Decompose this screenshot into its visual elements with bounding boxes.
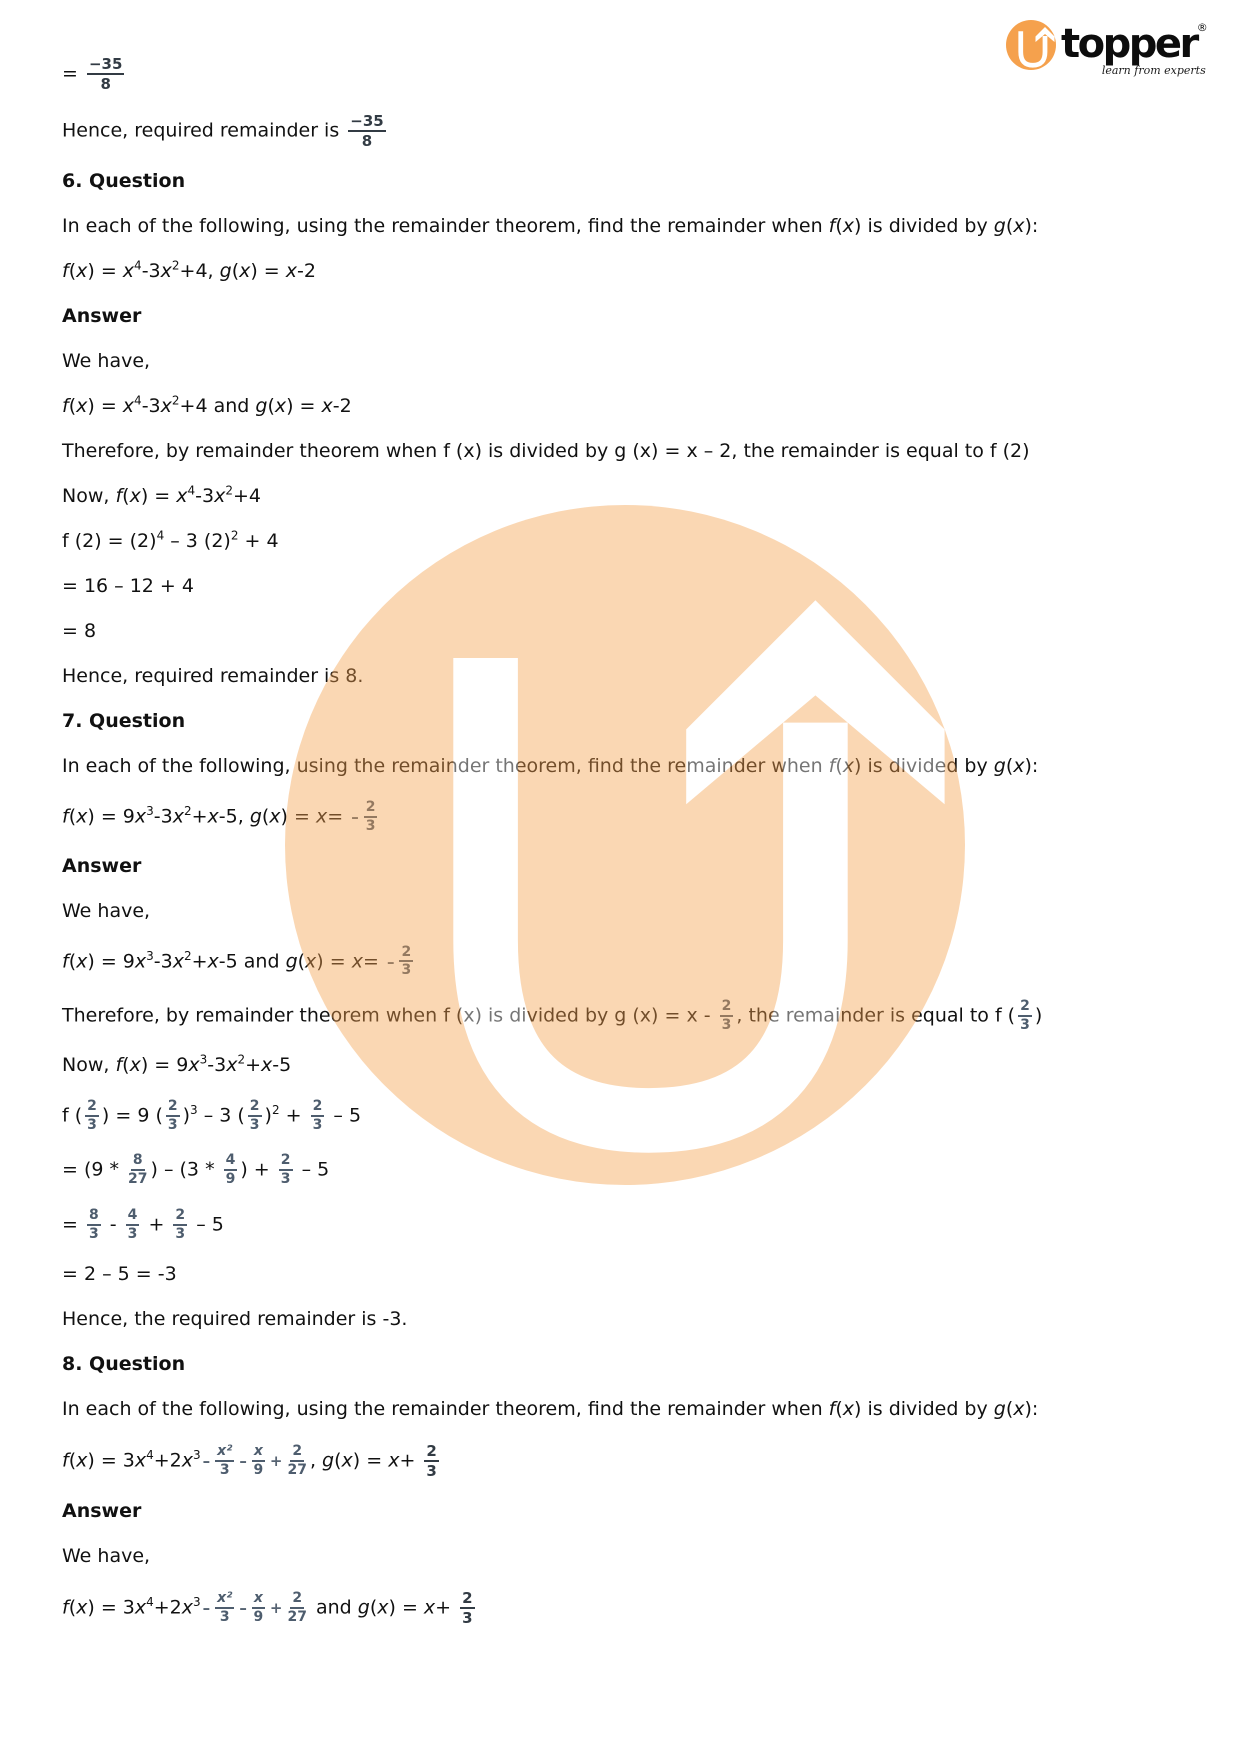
stacked-fraction: $\frac{8}{27}$ <box>128 1152 148 1188</box>
stacked-fraction: $\frac{x}{9}$ <box>253 1589 264 1625</box>
q6-now: Now, $f(x) = x^4-3x^2+4$ <box>62 483 262 507</box>
logo-tagline: learn from experts <box>1101 64 1206 77</box>
stacked-fraction: $\frac{\text{x²}}{3}$ <box>217 1589 233 1625</box>
stacked-fraction: $\frac{2}{3}$ <box>87 1097 97 1133</box>
q6-given: $f(x) = x^4-3x^2+4$ and g(x) = x-2 <box>62 393 352 417</box>
q7-question-text: In each of the following, using the remainder theorem, find the remainder when f(x) is divided by g(x): <box>62 755 1039 777</box>
prev-answer-fraction-line: = $\frac{-35}{8}$ <box>62 55 123 93</box>
stacked-fraction: $\frac{2}{3}$ <box>312 1097 323 1133</box>
q7-step3: = 2 – 5 = -3 <box>62 1262 177 1285</box>
registered-mark: ® <box>1196 21 1208 34</box>
q6-conclusion: Hence, required remainder is 8. <box>62 665 364 687</box>
q6-therefore: Therefore, by remainder theorem when f (x) is divided by g (x) = x – 2, the remainder is equal to f (2) <box>62 440 1030 462</box>
stacked-fraction: $\frac{2}{3}$ <box>401 943 412 979</box>
q7-therefore: Therefore, by remainder theorem when f (x) is divided by g (x) = x - $\frac{2}{3}$ , the remainder is equal to f ( $\frac{2}{3}$ ) <box>62 998 1043 1033</box>
u-arrow-icon <box>1006 20 1056 70</box>
q6-functions: $f(x) = x^4-3x^2+4$, g(x) = x-2 <box>62 258 316 282</box>
q6-answer-heading: Answer <box>62 305 142 327</box>
q7-now: Now, $f(x) = 9x^3-3x^2+x-5$ <box>62 1052 292 1076</box>
stacked-fraction: $\frac{-35}{8}$ <box>88 55 123 93</box>
stacked-fraction: $\frac{2}{3}$ <box>1020 998 1030 1033</box>
q8-heading: 8. Question <box>62 1352 186 1375</box>
q7-answer-heading: Answer <box>62 854 142 877</box>
q8-functions: $f(x) = 3x^4+2x^3$ – $\frac{\text{x²}}{3}$ – $\frac{x}{9}$ + $\frac{2}{27}$ , g(x) = x+ $\frac{2}{3}$ <box>62 1441 437 1480</box>
q8-we-have: We have, <box>62 1544 151 1567</box>
q8-answer-heading: Answer <box>62 1499 142 1522</box>
document-body <box>62 55 1188 1646</box>
stacked-fraction: $\frac{2}{3}$ <box>426 1441 437 1480</box>
stacked-fraction: $\frac{2}{3}$ <box>249 1097 260 1133</box>
q8-given: $f(x) = 3x^4+2x^3$ – $\frac{\text{x²}}{3}$ – $\frac{x}{9}$ + $\frac{2}{27}$ and g(x) = x+ $\frac{2}{3}$ <box>62 1588 473 1627</box>
q6-step1: = 16 – 12 + 4 <box>62 575 194 597</box>
q7-given: $f(x) = 9x^3-3x^2+x-5$ and g(x) = x= – $\frac{2}{3}$ <box>62 943 412 979</box>
stacked-fraction: $\frac{2}{3}$ <box>462 1588 473 1627</box>
q7-functions: $f(x) = 9x^3-3x^2+x-5$, g(x) = x= – $\frac{2}{3}$ <box>62 799 376 834</box>
q6-question-text: In each of the following, using the remainder theorem, find the remainder when f(x) is divided by g(x): <box>62 215 1039 237</box>
stacked-fraction: $\frac{2}{3}$ <box>280 1152 291 1188</box>
brand-text: topper <box>1061 21 1197 67</box>
stacked-fraction: $\frac{2}{3}$ <box>721 998 732 1033</box>
stacked-fraction: $\frac{\text{x²}}{3}$ <box>217 1442 233 1478</box>
stacked-fraction: $\frac{2}{27}$ <box>287 1442 307 1478</box>
q7-we-have: We have, <box>62 899 151 922</box>
q6-step2: = 8 <box>62 620 97 642</box>
stacked-fraction: $\frac{-35}{8}$ <box>350 112 384 150</box>
q7-conclusion: Hence, the required remainder is -3. <box>62 1307 408 1330</box>
stacked-fraction: $\frac{4}{3}$ <box>127 1206 138 1242</box>
stacked-fraction: $\frac{2}{3}$ <box>175 1206 186 1242</box>
q7-heading: 7. Question <box>62 710 186 732</box>
q7-step2: = $\frac{8}{3}$ - $\frac{4}{3}$ + $\frac{2}{3}$ – 5 <box>62 1206 224 1242</box>
q6-heading: 6. Question <box>62 170 186 192</box>
q6-we-have: We have, <box>62 350 151 372</box>
q7-substitution: f ( $\frac{2}{3}$ ) = 9 ( $\frac{2}{3}$ )$^3$ – 3 ( $\frac{2}{3}$ )$^2$ + $\frac{2}{3}$ – 5 <box>62 1097 362 1133</box>
stacked-fraction: $\frac{4}{9}$ <box>225 1152 236 1188</box>
topper-logo <box>1006 20 1208 77</box>
q7-step1: = (9 * $\frac{8}{27}$ ) – (3 * $\frac{4}{9}$ ) + $\frac{2}{3}$ – 5 <box>62 1152 330 1188</box>
q8-question-text: In each of the following, using the remainder theorem, find the remainder when f(x) is divided by g(x): <box>62 1397 1039 1420</box>
stacked-fraction: $\frac{8}{3}$ <box>88 1206 99 1242</box>
stacked-fraction: $\frac{2}{27}$ <box>287 1589 307 1625</box>
stacked-fraction: $\frac{x}{9}$ <box>253 1442 264 1478</box>
stacked-fraction: $\frac{2}{3}$ <box>167 1097 178 1133</box>
q6-substitution: f $(2) = (2)^4 - 3$ $(2)^2 + 4$ <box>62 528 279 552</box>
prev-answer-conclusion: Hence, required remainder is $\frac{-35}{8}$ <box>62 112 384 150</box>
stacked-fraction: $\frac{2}{3}$ <box>365 799 376 834</box>
